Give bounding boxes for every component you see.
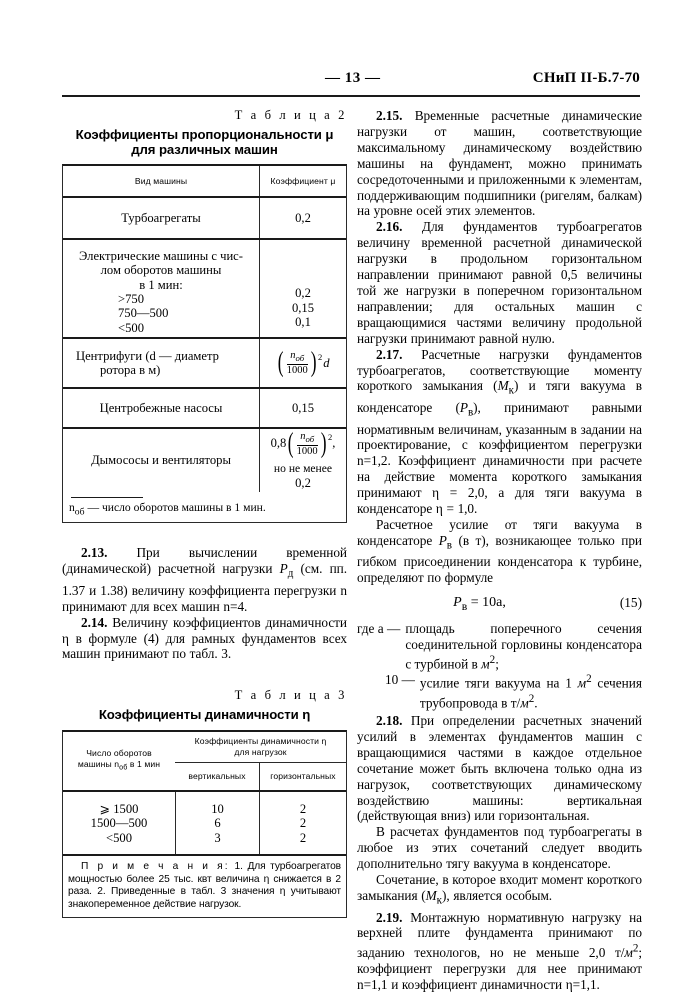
fraction <box>297 431 318 457</box>
paragraph-2-14-number: 2.14. <box>81 614 108 630</box>
table3-r2-horizontal: 2 <box>299 830 307 845</box>
fraction-denominator: 1000 <box>296 445 318 457</box>
table2-r2-sub-1: 750—500 <box>118 306 169 321</box>
table3-r0-horizontal: 2 <box>299 801 307 816</box>
paragraph-2-15-text: Временные расчетные динамические нагрузки от машин, соответствующие максимальному динамическому воздействию машины на фундамент, можно принимать сосредоточенными и приложенными к элементам, поддерживающим подшипники (ригелям, балкам) на уровне осей этих элементов. <box>357 108 642 219</box>
table3-r1-rpm: 1500—500 <box>90 816 148 831</box>
paragraph-2-15 <box>357 108 642 219</box>
definition-10-text: усилие тяги вакуума на 1 $м^2$ сечения трубопровода в $т/м^2$. <box>419 673 642 711</box>
table3-notes-row <box>63 854 346 917</box>
table3-r2-vertical: 3 <box>214 830 221 845</box>
table2-header-row <box>63 166 346 196</box>
table3-r1-horizontal: 2 <box>299 816 307 831</box>
table3-col-group-title <box>175 732 346 762</box>
footnote-rule <box>71 497 143 498</box>
table3-vertical-values <box>175 792 259 854</box>
table2-r2-value-0: 0,2 <box>295 286 311 301</box>
table3-col-vertical: вертикальных <box>188 771 246 782</box>
table-row <box>63 427 346 492</box>
table2-footnote <box>63 492 346 522</box>
table2-r4-value: 0,15 <box>259 389 346 427</box>
table2-r1-value: 0,2 <box>259 198 346 238</box>
paragraph-2-13-text: При вычислении временной (динамической) расчетной нагрузки $P_д$ (см. пп. 1.37 и 1.38) величину коэффициента перегрузки n принимают для всех машин n=4. <box>62 545 347 614</box>
left-paragraphs <box>62 545 347 662</box>
table2-r5-note-line1: но не менее <box>273 461 333 475</box>
table3-col-group <box>175 732 346 790</box>
paragraph-2-19 <box>357 910 642 993</box>
table2-r2-name <box>63 240 259 337</box>
table-row <box>63 387 346 427</box>
table2 <box>62 164 347 523</box>
table2-title-line1: Коэффициенты пропорциональности μ <box>75 127 334 142</box>
table2-r2-line1: Электрические машины с чис- <box>79 249 243 263</box>
formula-lead: 0,8 <box>270 436 287 451</box>
table3-col-rpm-line1: Число оборотов <box>86 747 152 758</box>
footnote-text: $n_{об}$ — число оборотов машины в 1 мин. <box>69 501 266 518</box>
table2-r3-formula <box>259 339 346 387</box>
header-rule <box>62 95 640 97</box>
right-column <box>357 108 642 993</box>
table2-r3-name <box>63 339 259 387</box>
table3-notes-label: П р и м е ч а н и я: <box>81 861 230 873</box>
centrifuge-formula <box>263 347 343 378</box>
table2-r2-sub-2: <500 <box>118 320 144 335</box>
table3-rpm-values <box>63 792 175 854</box>
table-row <box>63 196 346 238</box>
paragraph-vacuum-force <box>357 517 642 586</box>
formula-15-definitions <box>357 621 642 711</box>
paragraph-turbo-calc <box>357 824 642 872</box>
table3-horizontal-values <box>259 792 346 854</box>
table3-notes <box>63 856 346 917</box>
table2-r2-values <box>259 240 346 337</box>
fraction-numerator: $n_{об}$ <box>300 430 315 444</box>
table3-col-group-line2: для нагрузок <box>234 747 287 758</box>
fraction-denominator: 1000 <box>286 365 308 377</box>
table3-subheader-row <box>175 762 346 790</box>
paragraph-2-19-number: 2.19. <box>376 909 403 925</box>
table2-col-name: Вид машины <box>134 175 188 186</box>
paragraph-2-16-text: Для фундаментов турбоагрегатов величину временной расчетной динамической нагрузки в продольном горизонтальном направлении принимают равной 0,5 величины той же нагрузки в поперечном горизонтальном направлении; для остальных машин с вращающимися частями величину продольной нагрузки принимают равной нулю. <box>357 219 642 346</box>
table-row <box>63 238 346 337</box>
table3-r0-rpm: ⩾ 1500 <box>99 801 139 816</box>
paragraph-combination-text: Сочетание, в которое входит момент короткого замыкания $(M_к)$, является особым. <box>357 872 642 907</box>
paragraph-2-16 <box>357 219 642 346</box>
left-paren: ( <box>278 347 284 378</box>
definition-a-label: где a — <box>357 621 401 637</box>
definition-item-10 <box>357 672 642 711</box>
fraction <box>287 350 308 376</box>
paragraph-2-18 <box>357 713 642 824</box>
table3-r0-vertical: 10 <box>211 801 224 816</box>
paragraph-2-17-number: 2.17. <box>376 346 403 362</box>
paragraph-vacuum-force-text: Расчетное усилие от тяги вакуума в конденсаторе $P_в$ (в т), возникающее только при гибком присоединении конденсатора к турбине, определяют по формуле <box>357 516 642 586</box>
table3-data-row <box>63 790 346 854</box>
table2-r5-name: Дымососы и вентиляторы <box>91 453 231 468</box>
paragraph-2-14 <box>62 615 347 663</box>
formula-15-tag: (15) <box>619 595 642 611</box>
table3-col-rpm-line2: машины $n_{об}$ в 1 мин <box>77 758 161 772</box>
formula-tail: d <box>323 355 330 370</box>
paragraph-2-17 <box>357 347 642 517</box>
definition-item-a <box>357 621 642 672</box>
right-paren: ) <box>310 347 317 378</box>
running-head <box>60 70 640 92</box>
table2-r5-formula <box>259 429 346 492</box>
right-paren: ) <box>320 427 327 459</box>
table3-header-row <box>63 732 346 790</box>
paragraph-2-17-text: Расчетные нагрузки фундаментов турбоагрегатов, соответствующие моменту короткого замыкания $(M_к)$ и тяги вакуума в конденсаторе $(P_в)$, принимают равными нормативным величинам, указанным в задании на проектирование, с коэффициентом перегрузки n=1,2. Коэффициент динамичности при расчете на действие момента короткого замыкания принимают η = 2,0, а для тяги вакуума в конденсаторе η = 1,0. <box>357 346 642 517</box>
paragraph-2-13-number: 2.13. <box>81 545 108 561</box>
table2-title <box>62 127 347 157</box>
fan-formula <box>263 427 343 459</box>
paragraph-2-18-text: При определении расчетных значений усилий в элементах фундаментов машин с вращающимися частями в каждое отдельное сочетание может быть включена только одна из нагрузок, соответствующих динамическому воздействию машины: вертикальная (действующая вниз) или горизонтальная. <box>357 713 642 824</box>
paragraph-2-14-text: Величину коэффициентов динамичности η в формуле (4) для рамных фундаментов всех машин принимают по табл. 3. <box>62 614 347 662</box>
formula-tail: , <box>332 436 336 451</box>
table2-r2-sub-0: >750 <box>118 292 144 307</box>
left-paren: ( <box>288 427 294 459</box>
definition-a-text: площадь поперечного сечения соединительной горловины конденсатора с турбиной в $м^2$; <box>405 621 642 672</box>
table2-col-coef: Коэффициент μ <box>259 166 346 196</box>
table3 <box>62 730 347 918</box>
table2-title-line2: для различных машин <box>131 142 278 157</box>
table2-number: Т а б л и ц а 2 <box>234 108 347 122</box>
table2-r3-line1-text: Центрифуги (d — диаметр <box>76 348 219 363</box>
formula-exponent: 2 <box>318 351 323 362</box>
table3-r1-vertical: 6 <box>214 816 221 831</box>
table2-r1-name: Турбоагрегаты <box>121 210 201 225</box>
table3-notes-text: 1. Для турбоагрегатов мощностью более 25 тыс. квт величина η снижается в 2 раза. 2. Приведенные в табл. 3 значения η учитывают знакопеременное действие нагрузок. <box>68 861 341 910</box>
formula-15 <box>357 595 642 613</box>
paragraph-combination <box>357 872 642 909</box>
table3-col-horizontal: горизонтальных <box>259 763 346 790</box>
paragraph-2-15-number: 2.15. <box>376 108 403 123</box>
table3-number: Т а б л и ц а 3 <box>234 688 347 703</box>
table2-r2-line3: в 1 мин: <box>139 277 183 292</box>
table3-col-group-line1: Коэффициенты динамичности η <box>194 736 327 747</box>
table3-title: Коэффициенты динамичности η <box>98 707 311 723</box>
table2-r4-name: Центробежные насосы <box>99 400 223 415</box>
table-row <box>63 337 346 387</box>
paragraph-2-19-text: Монтажную нормативную нагрузку на верхней плите фундамента принимают по заданию технологов, но не меньше 2,0 $т/м^2$; коэффициент перегрузки для нее принимают n=1,1 и коэффициент динамичности η=1,1. <box>357 909 642 992</box>
table2-r3-line1 <box>66 349 256 363</box>
fraction-numerator: $n_{об}$ <box>290 349 305 364</box>
definition-10-label: 10 — <box>385 672 415 688</box>
paragraph-2-16-number: 2.16. <box>376 219 403 235</box>
document-code: СНиП II-Б.7-70 <box>532 70 640 86</box>
table2-r5-note-line2: 0,2 <box>295 476 311 491</box>
page-number: — 13 — <box>325 70 381 86</box>
table2-r2-value-1: 0,15 <box>291 300 315 315</box>
formula-15-expression: $P_в = 10a$, <box>453 595 506 614</box>
left-column <box>62 108 347 918</box>
paragraph-2-18-number: 2.18. <box>376 713 403 729</box>
table2-r2-line2: лом оборотов машины <box>100 263 222 278</box>
paragraph-2-13 <box>62 545 347 614</box>
paragraph-turbo-calc-text: В расчетах фундаментов под турбоагрегаты в любое из этих сочетаний следует вводить дополнительно тягу вакуума в конденсаторе. <box>357 824 642 872</box>
table2-r2-value-2: 0,1 <box>295 314 311 329</box>
table2-r3-line2-text: ротора в м) <box>100 363 161 377</box>
formula-exponent: 2 <box>328 432 333 443</box>
table3-r2-rpm: <500 <box>106 830 132 845</box>
table3-col-rpm <box>63 732 175 789</box>
table2-r3-line2 <box>66 363 256 377</box>
